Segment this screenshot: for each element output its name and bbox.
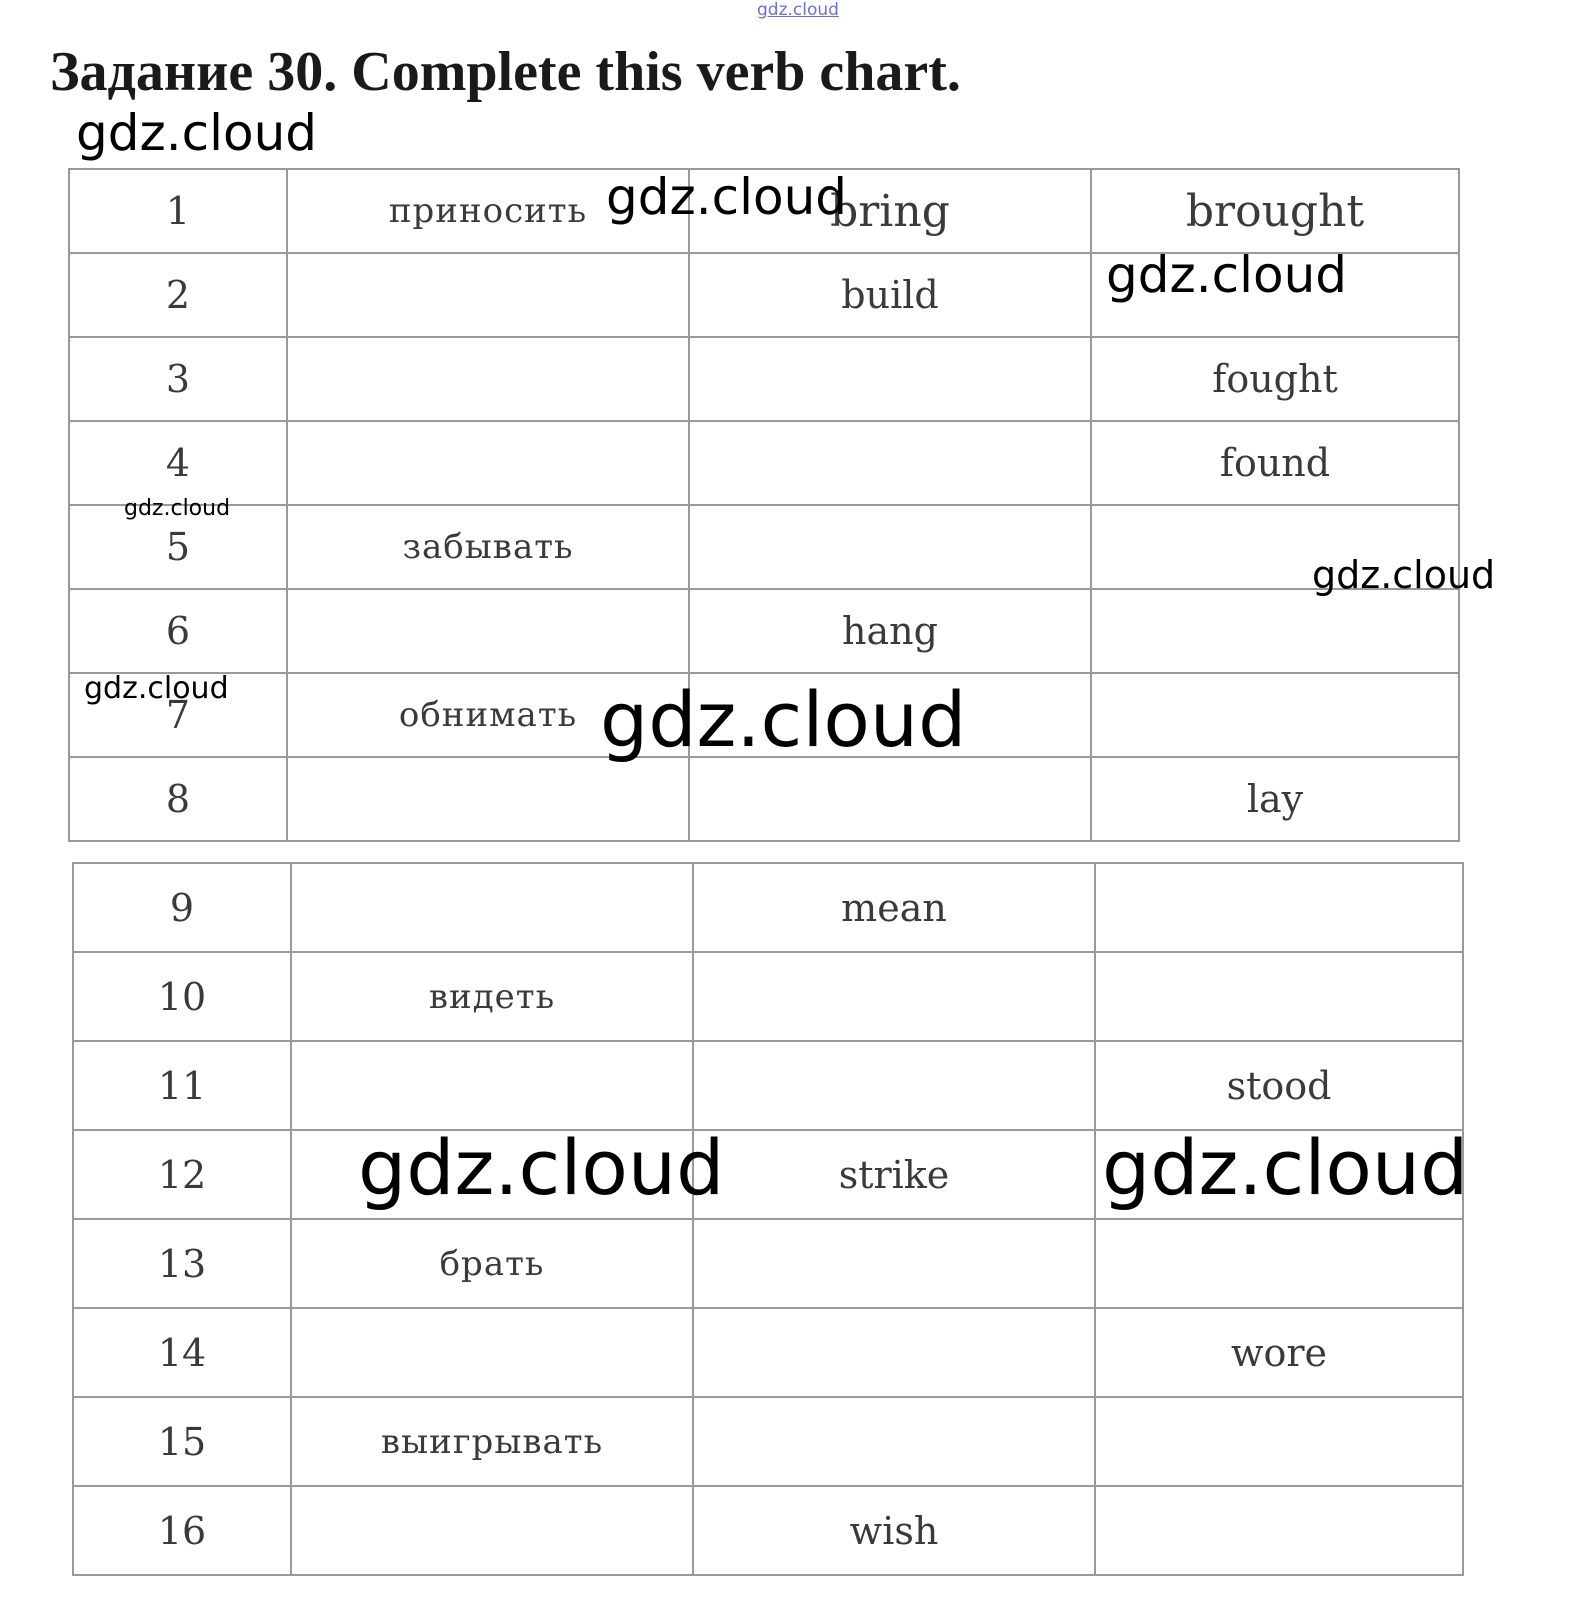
table-row	[69, 337, 1459, 421]
base-form-cell	[693, 952, 1095, 1041]
past-form-cell: stood	[1095, 1041, 1463, 1130]
past-form-cell	[1091, 673, 1459, 757]
past-form-cell	[1095, 863, 1463, 952]
row-number: 5	[69, 505, 287, 589]
row-number: 1	[69, 169, 287, 253]
table-row	[73, 1041, 1463, 1130]
russian-verb-cell	[287, 757, 689, 841]
watermark: gdz.cloud	[600, 675, 967, 764]
russian-verb-cell	[287, 253, 689, 337]
base-form-cell	[693, 1397, 1095, 1486]
russian-verb-cell	[291, 1041, 693, 1130]
past-form-cell: lay	[1091, 757, 1459, 841]
russian-verb-cell	[287, 589, 689, 673]
past-form-cell	[1091, 589, 1459, 673]
russian-verb-cell	[287, 337, 689, 421]
past-form-cell	[1095, 952, 1463, 1041]
table-row	[73, 1397, 1463, 1486]
russian-verb-cell: брать	[291, 1219, 693, 1308]
base-form-cell: wish	[693, 1486, 1095, 1575]
base-form-cell: strike	[693, 1130, 1095, 1219]
table-row	[69, 421, 1459, 505]
table-row	[73, 952, 1463, 1041]
russian-verb-cell: приносить	[287, 169, 689, 253]
page-title: Задание 30. Complete this verb chart.	[50, 41, 961, 103]
watermark: gdz.cloud	[1102, 1123, 1469, 1212]
past-form-cell	[1095, 1219, 1463, 1308]
row-number: 4	[69, 421, 287, 505]
past-form-cell	[1095, 1397, 1463, 1486]
base-form-cell	[689, 505, 1091, 589]
watermark: gdz.cloud	[1312, 553, 1496, 597]
verb-chart-table-2	[72, 862, 1464, 1576]
row-number: 7	[69, 673, 287, 757]
watermark: gdz.cloud	[1106, 246, 1348, 304]
row-number: 14	[73, 1308, 291, 1397]
watermark: gdz.cloud	[358, 1123, 725, 1212]
past-form-cell: fought	[1091, 337, 1459, 421]
past-form-cell: wore	[1095, 1308, 1463, 1397]
row-number: 2	[69, 253, 287, 337]
base-form-cell: build	[689, 253, 1091, 337]
russian-verb-cell	[291, 1486, 693, 1575]
table-row	[73, 1219, 1463, 1308]
base-form-cell: bring	[689, 169, 1091, 253]
row-number: 3	[69, 337, 287, 421]
row-number: 15	[73, 1397, 291, 1486]
row-number: 12	[73, 1130, 291, 1219]
watermark: gdz.cloud	[124, 496, 231, 521]
row-number: 16	[73, 1486, 291, 1575]
past-form-cell: brought	[1091, 169, 1459, 253]
table-row	[73, 863, 1463, 952]
base-form-cell	[693, 1041, 1095, 1130]
base-form-cell	[693, 1219, 1095, 1308]
base-form-cell: hang	[689, 589, 1091, 673]
row-number: 6	[69, 589, 287, 673]
russian-verb-cell	[291, 863, 693, 952]
table-row	[73, 1308, 1463, 1397]
russian-verb-cell	[287, 421, 689, 505]
russian-verb-cell: обнимать	[287, 673, 689, 757]
past-form-cell: found	[1091, 421, 1459, 505]
watermark: gdz.cloud	[76, 104, 318, 162]
russian-verb-cell: видеть	[291, 952, 693, 1041]
past-form-cell	[1095, 1486, 1463, 1575]
base-form-cell	[689, 337, 1091, 421]
watermark: gdz.cloud	[84, 671, 229, 706]
base-form-cell	[689, 421, 1091, 505]
row-number: 10	[73, 952, 291, 1041]
russian-verb-cell: выигрывать	[291, 1397, 693, 1486]
base-form-cell	[693, 1308, 1095, 1397]
row-number: 9	[73, 863, 291, 952]
base-form-cell	[689, 757, 1091, 841]
table-row	[69, 505, 1459, 589]
russian-verb-cell: забывать	[287, 505, 689, 589]
row-number: 8	[69, 757, 287, 841]
row-number: 13	[73, 1219, 291, 1308]
watermark: gdz.cloud	[606, 168, 848, 226]
table-row	[69, 589, 1459, 673]
table-row	[69, 757, 1459, 841]
base-form-cell: mean	[693, 863, 1095, 952]
russian-verb-cell	[291, 1308, 693, 1397]
watermark-top: gdz.cloud	[757, 0, 839, 20]
row-number: 11	[73, 1041, 291, 1130]
table-row	[73, 1486, 1463, 1575]
